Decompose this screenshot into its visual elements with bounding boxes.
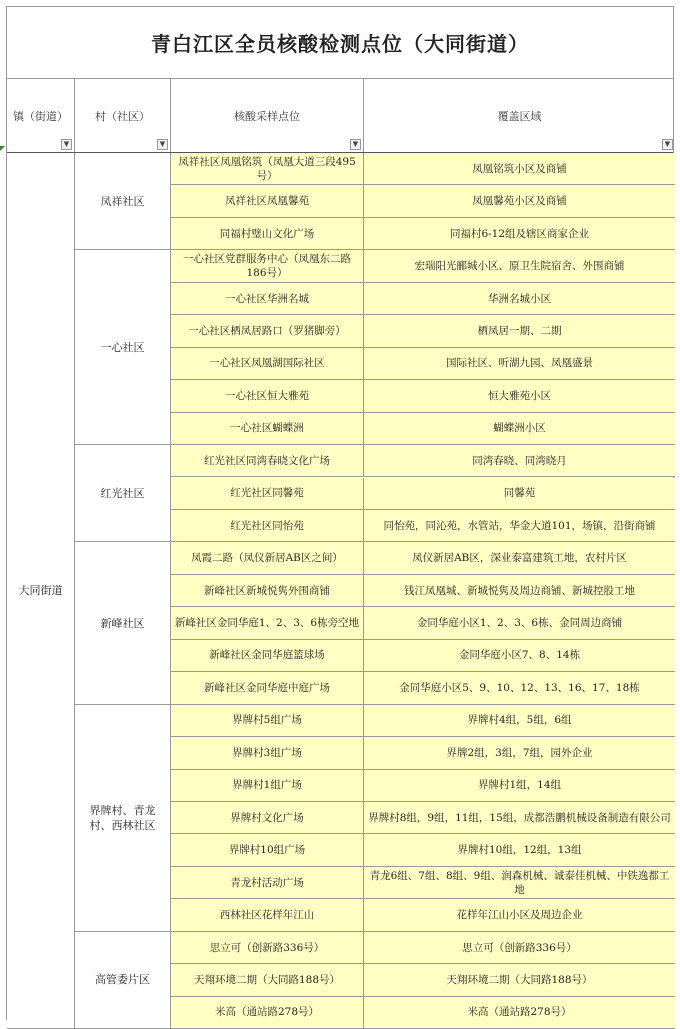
coverage-area-cell: 界牌村1组，14组 xyxy=(364,770,675,802)
coverage-area-cell: 金同华庭小区7、8、14栋 xyxy=(364,640,675,672)
coverage-area-cell: 米高（通站路278号） xyxy=(364,997,675,1029)
town-cell: 大同街道 xyxy=(7,153,75,1029)
sampling-site-cell: 凤霞二路（凤仪新居AB区之间） xyxy=(171,542,364,574)
coverage-area-cell: 国际社区、听湖九园、凤凰盛景 xyxy=(364,348,675,380)
spreadsheet xyxy=(6,6,674,1020)
coverage-area-cell: 钱江凤凰城、新城悦隽及周边商铺、新城控股工地 xyxy=(364,575,675,607)
community-cell: 新峰社区 xyxy=(75,542,171,704)
coverage-area-cell: 宏瑞阳光郦城小区、原卫生院宿舍、外围商铺 xyxy=(364,250,675,282)
sampling-site-cell: 一心社区华洲名城 xyxy=(171,283,364,315)
community-cell: 高管委片区 xyxy=(75,932,171,1029)
coverage-area-cell: 凤凰铭筑小区及商铺 xyxy=(364,153,675,185)
coverage-area-cell: 同馨苑 xyxy=(364,478,675,510)
coverage-area-cell: 金同华庭小区5、9、10、12、13、16、17、18栋 xyxy=(364,672,675,704)
sampling-site-cell: 界牌村10组广场 xyxy=(171,834,364,866)
coverage-area-cell: 思立可（创新路336号） xyxy=(364,932,675,964)
coverage-area-cell: 栖凤居一期、二期 xyxy=(364,315,675,347)
coverage-area-cell: 蝴蝶洲小区 xyxy=(364,413,675,445)
sampling-site-cell: 一心社区恒大雅苑 xyxy=(171,380,364,412)
page-title: 青白江区全员核酸检测点位（大同街道） xyxy=(7,7,673,79)
header-community xyxy=(75,79,171,152)
community-cell: 一心社区 xyxy=(75,250,171,445)
sampling-site-cell: 界牌村文化广场 xyxy=(171,802,364,834)
sampling-site-cell: 凤祥社区凤凰铭筑（凤凰大道三段495号） xyxy=(171,153,364,185)
sampling-site-cell: 新峰社区金同华庭1、2、3、6栋旁空地 xyxy=(171,607,364,639)
sampling-site-cell: 界牌村1组广场 xyxy=(171,770,364,802)
coverage-area-cell: 金同华庭小区1、2、3、6栋、金同周边商铺 xyxy=(364,607,675,639)
sampling-site-cell: 一心社区栖凤居路口（罗猪脚旁） xyxy=(171,315,364,347)
sampling-site-cell: 同福村璧山文化广场 xyxy=(171,218,364,250)
sampling-site-cell: 凤祥社区凤凰馨苑 xyxy=(171,185,364,217)
sampling-site-cell: 红光社区同怡苑 xyxy=(171,510,364,542)
filter-dropdown-icon[interactable]: ▼ xyxy=(350,139,361,150)
coverage-area-cell: 凤凰馨苑小区及商铺 xyxy=(364,185,675,217)
filter-dropdown-icon[interactable]: ▼ xyxy=(61,139,72,150)
sampling-site-cell: 西林社区花样年江山 xyxy=(171,899,364,931)
sampling-site-cell: 新峰社区金同华庭篮球场 xyxy=(171,640,364,672)
sampling-site-cell: 一心社区党群服务中心（凤凰东二路186号） xyxy=(171,250,364,282)
coverage-area-cell: 青龙6组、7组、8组、9组、润森机械、诚泰佳机械、中铁逸都工地 xyxy=(364,867,675,899)
header-town xyxy=(7,79,75,152)
sampling-site-cell: 红光社区同湾春晓文化广场 xyxy=(171,445,364,477)
sampling-site-cell: 红光社区同馨苑 xyxy=(171,478,364,510)
community-cell: 界牌村、青龙村、西林社区 xyxy=(75,705,171,932)
coverage-area-cell: 凤仪新居AB区，深业泰富建筑工地，农村片区 xyxy=(364,542,675,574)
header-area xyxy=(364,79,675,152)
sampling-site-cell: 界牌村3组广场 xyxy=(171,737,364,769)
community-cell: 红光社区 xyxy=(75,445,171,542)
header-site-label: 核酸采样点位 xyxy=(234,109,300,123)
coverage-area-cell: 界牌2组，3组，7组，园外企业 xyxy=(364,737,675,769)
header-area-label: 覆盖区域 xyxy=(497,109,542,123)
coverage-area-cell: 天翔环境二期（大同路188号） xyxy=(364,964,675,996)
coverage-area-cell: 界牌村10组，12组，13组 xyxy=(364,834,675,866)
coverage-area-cell: 恒大雅苑小区 xyxy=(364,380,675,412)
header-community-label: 村（社区） xyxy=(95,109,150,123)
coverage-area-cell: 同湾春晓、同湾晓月 xyxy=(364,445,675,477)
coverage-area-cell: 同怡苑，同沁苑，水管站，华金大道101，场镇，沿街商铺 xyxy=(364,510,675,542)
table-body xyxy=(7,153,673,1019)
coverage-area-cell: 花样年江山小区及周边企业 xyxy=(364,899,675,931)
sampling-site-cell: 新峰社区金同华庭中庭广场 xyxy=(171,672,364,704)
header-town-label: 镇（街道） xyxy=(13,109,68,123)
sampling-site-cell: 米高（通站路278号） xyxy=(171,997,364,1029)
header-row xyxy=(7,79,673,153)
coverage-area-cell: 华洲名城小区 xyxy=(364,283,675,315)
filter-dropdown-icon[interactable]: ▼ xyxy=(157,139,168,150)
coverage-area-cell: 同福村6-12组及辖区商家企业 xyxy=(364,218,675,250)
sampling-site-cell: 天翔环境二期（大同路188号） xyxy=(171,964,364,996)
sampling-site-cell: 思立可（创新路336号） xyxy=(171,932,364,964)
sampling-site-cell: 一心社区蝴蝶洲 xyxy=(171,413,364,445)
sampling-site-cell: 新峰社区新城悦隽外围商铺 xyxy=(171,575,364,607)
coverage-area-cell: 界牌村8组，9组，11组，15组，成都浩鹏机械设备制造有限公司 xyxy=(364,802,675,834)
filter-dropdown-icon[interactable]: ▼ xyxy=(662,139,673,150)
sampling-site-cell: 青龙村活动广场 xyxy=(171,867,364,899)
sampling-site-cell: 一心社区凤凰湖国际社区 xyxy=(171,348,364,380)
community-cell: 凤祥社区 xyxy=(75,153,171,250)
sampling-site-cell: 界牌村5组广场 xyxy=(171,705,364,737)
selection-corner-mark xyxy=(0,146,5,151)
header-site xyxy=(171,79,364,152)
coverage-area-cell: 界牌村4组，5组，6组 xyxy=(364,705,675,737)
